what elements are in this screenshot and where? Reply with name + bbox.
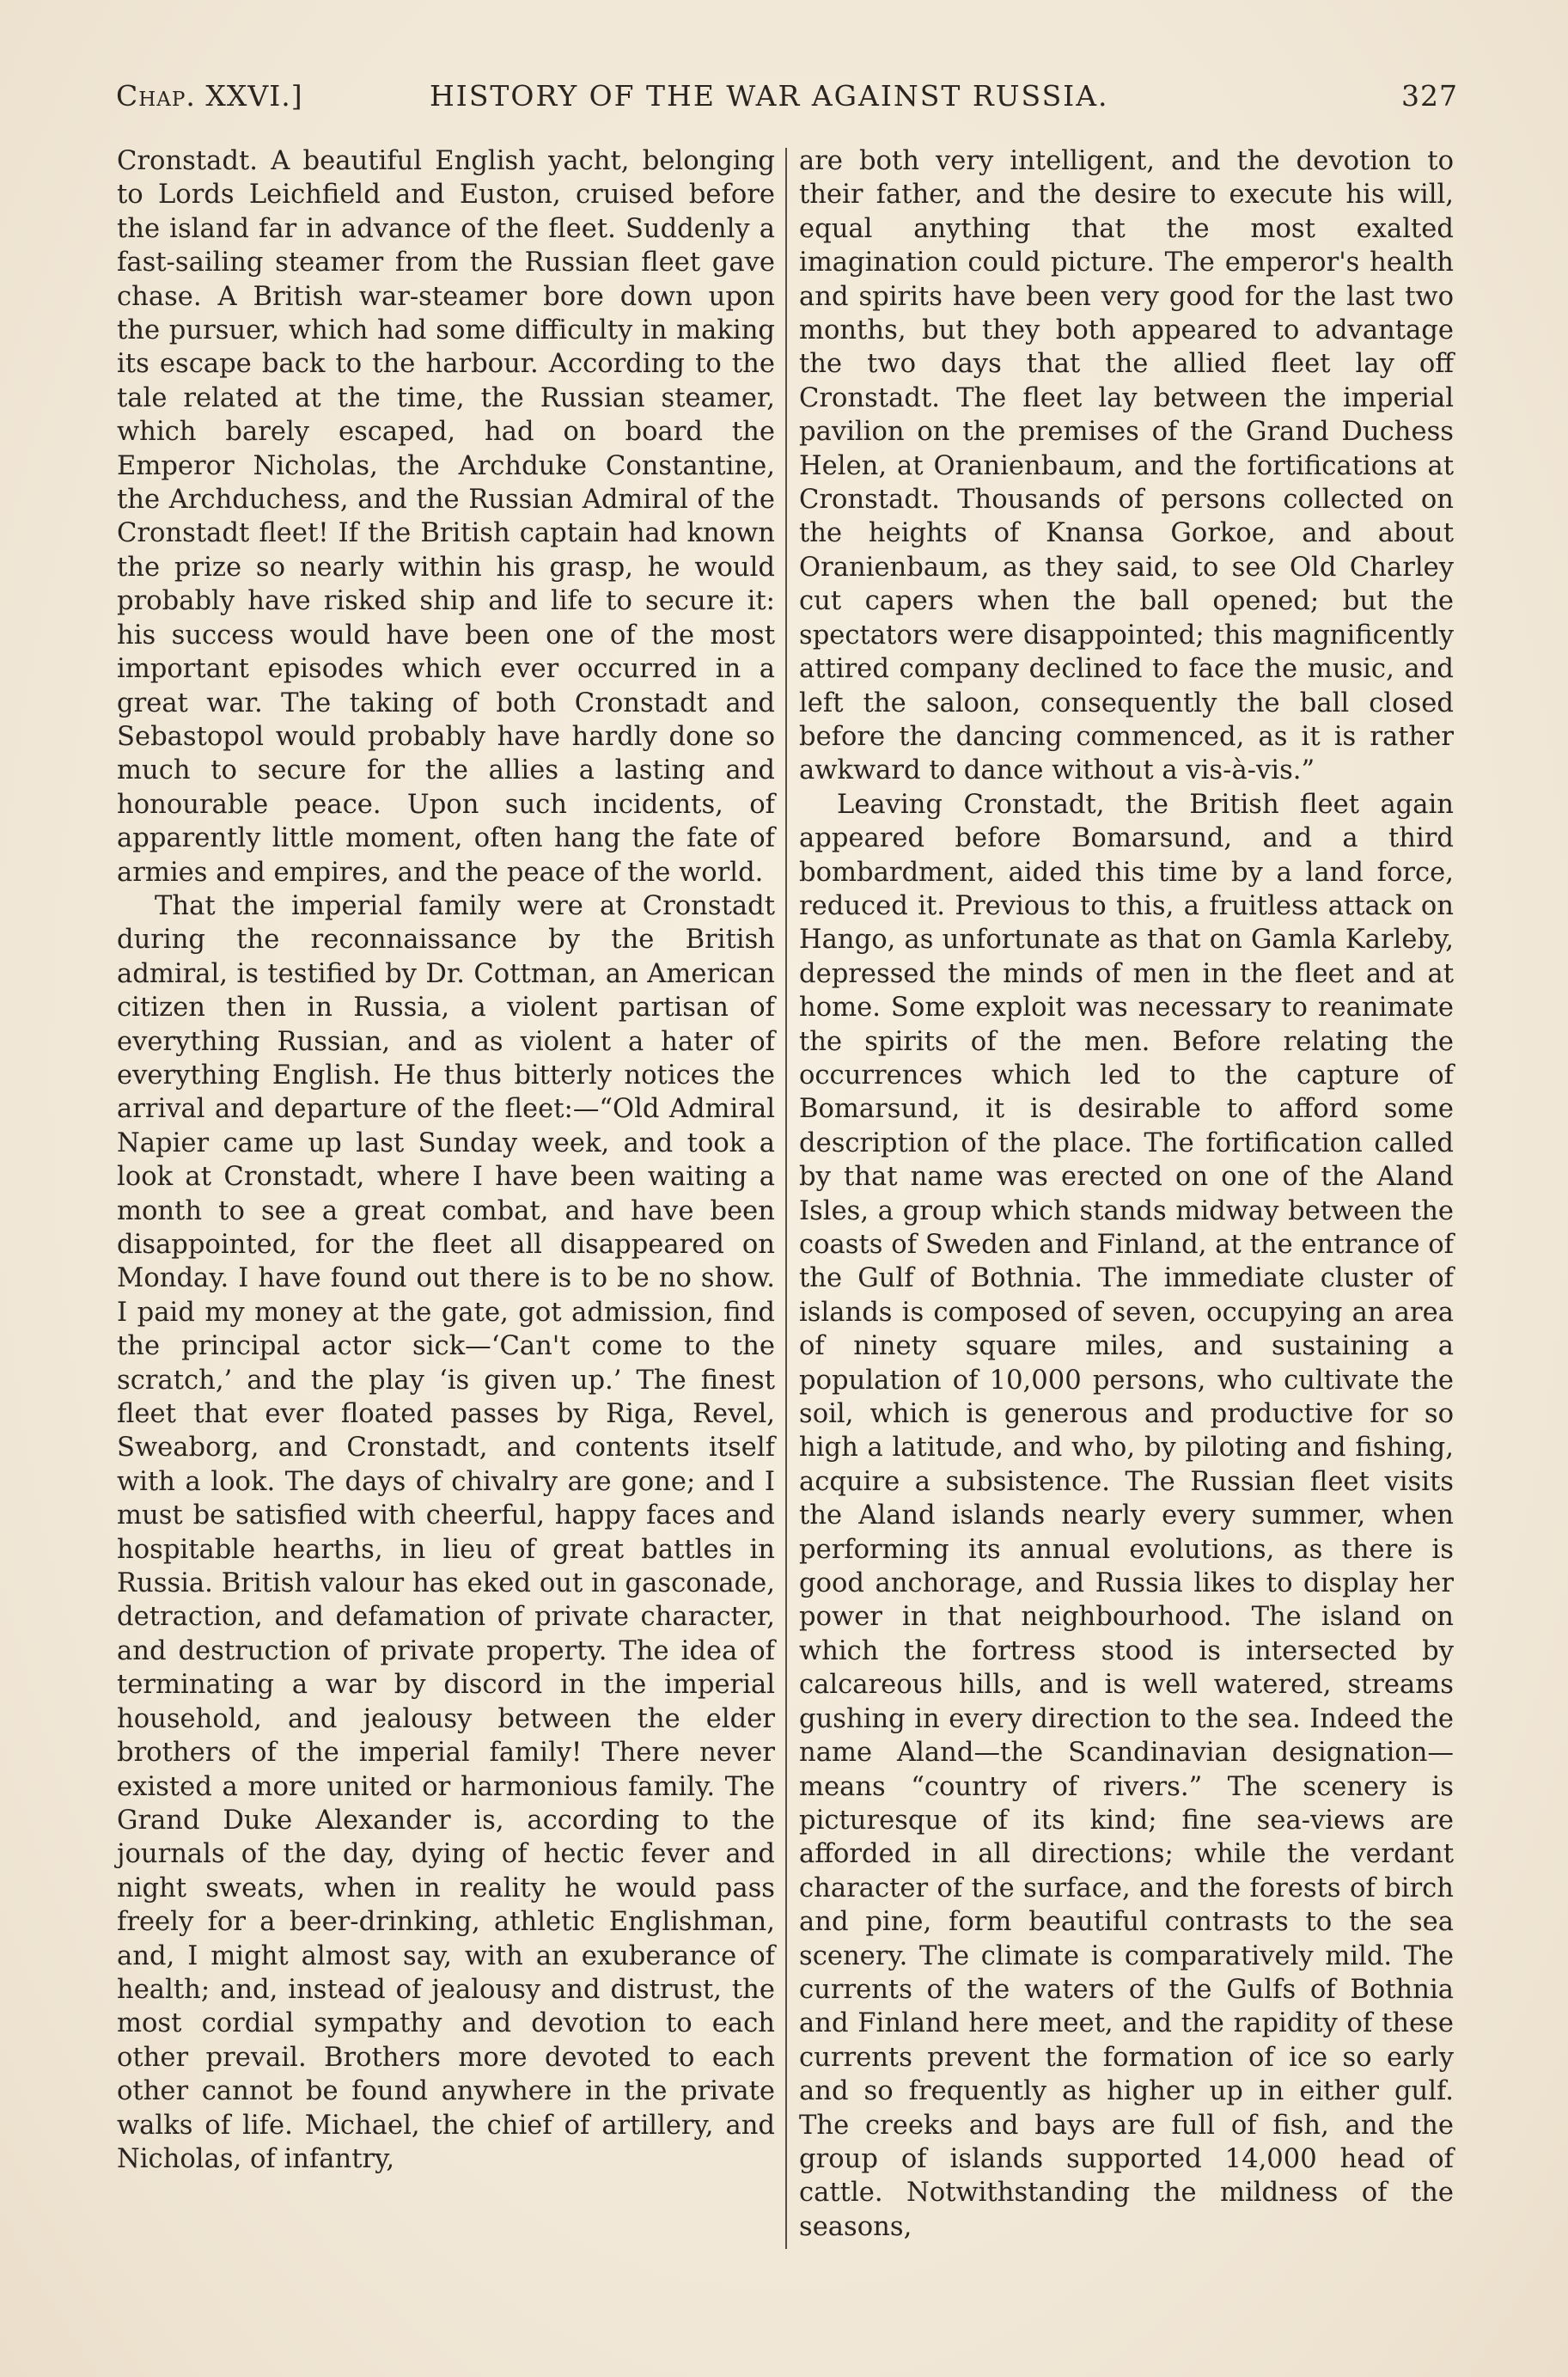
book-title: HISTORY OF THE WAR AGAINST RUSSIA.	[430, 79, 1109, 113]
page-number: 327	[1401, 79, 1458, 113]
right-paragraph-1: are both very intelligent, and the devotion to their father, and the desire to execute his will, equal anything that the most exalted imagination could picture. The emperor's health and spirits have been very good for the last two months, but they both appeared to advantage the two days that the allied fleet lay off Cronstadt. The fleet lay between the imperial pavilion on the premises of the Grand Duchess Helen, at Oranienbaum, and the fortifications at Cronstadt. Thousands of persons collected on the heights of Knansa Gorkoe, and about Oranienbaum, as they said, to see Old Charley cut capers when the ball opened; but the spectators were disappointed; this magnificently attired company declined to face the music, and left the saloon, consequently the ball closed before the dancing commenced, as it is rather awkward to dance without a vis-à-vis.”	[799, 146, 1454, 786]
right-text-column	[799, 144, 1454, 2244]
running-header	[116, 79, 1458, 127]
chapter-label: Chap. XXVI.]	[116, 79, 303, 113]
left-text-column	[117, 144, 775, 2176]
left-paragraph-2: That the imperial family were at Cronstadt during the reconnaissance by the British admiral, is testified by Dr. Cottman, an American citizen then in Russia, a violent partisan of everything Russian, and as violent a hater of everything English. He thus bitterly notices the arrival and departure of the fleet:—“Old Admiral Napier came up last Sunday week, and took a look at Cronstadt, where I have been waiting a month to see a great combat, and have been disappointed, for the fleet all disappeared on Monday. I have found out there is to be no show. I paid my money at the gate, got admission, find the principal actor sick—‘Can't come to the scratch,’ and the play ‘is given up.’ The finest fleet that ever floated passes by Riga, Revel, Sweaborg, and Cronstadt, and contents itself with a look. The days of chivalry are gone; and I must be satisfied with cheerful, happy faces and hospitable hearths, in lieu of great battles in Russia. British valour has eked out in gasconade, detraction, and defamation of private character, and destruction of private property. The idea of terminating a war by discord in the imperial household, and jealousy between the elder brothers of the imperial family! There never existed a more united or harmonious family. The Grand Duke Alexander is, according to the journals of the day, dying of hectic fever and night sweats, when in reality he would pass freely for a beer-drinking, athletic Englishman, and, I might almost say, with an exuberance of health; and, instead of jealousy and distrust, the most cordial sympathy and devotion to each other prevail. Brothers more devoted to each other cannot be found anywhere in the private walks of life. Michael, the chief of artillery, and Nicholas, of infantry,	[117, 890, 775, 2174]
column-divider	[785, 148, 787, 2249]
right-paragraph-2: Leaving Cronstadt, the British fleet again appeared before Bomarsund, and a third bombardment, aided this time by a land force, reduced it. Previous to this, a fruitless attack on Hango, as unfortunate as that on Gamla Karleby, depressed the minds of men in the fleet and at home. Some exploit was necessary to reanimate the spirits of the men. Before relating the occurrences which led to the capture of Bomarsund, it is desirable to afford some description of the place. The fortification called by that name was erected on one of the Aland Isles, a group which stands midway between the coasts of Sweden and Finland, at the entrance of the Gulf of Bothnia. The immediate cluster of islands is composed of seven, occupying an area of ninety square miles, and sustaining a population of 10,000 persons, who cultivate the soil, which is generous and productive for so high a latitude, and who, by piloting and fishing, acquire a subsistence. The Russian fleet visits the Aland islands nearly every summer, when performing its annual evolutions, as there is good anchorage, and Russia likes to display her power in that neighbourhood. The island on which the fortress stood is intersected by calcareous hills, and is well watered, streams gushing in every direction to the sea. Indeed the name Aland—the Scandinavian designation—means “country of rivers.” The scenery is picturesque of its kind; fine sea-views are afforded in all directions; while the verdant character of the surface, and the forests of birch and pine, form beautiful contrasts to the sea scenery. The climate is comparatively mild. The currents of the waters of the Gulfs of Bothnia and Finland here meet, and the rapidity of these currents prevent the formation of ice so early and so frequently as higher up in either gulf. The creeks and bays are full of fish, and the group of islands supported 14,000 head of cattle. Notwithstanding the mildness of the seasons,	[799, 789, 1454, 2242]
left-paragraph-1: Cronstadt. A beautiful English yacht, belonging to Lords Leichfield and Euston, cruised before the island far in advance of the fleet. Suddenly a fast-sailing steamer from the Russian fleet gave chase. A British war-steamer bore down upon the pursuer, which had some difficulty in making its escape back to the harbour. According to the tale related at the time, the Russian steamer, which barely escaped, had on board the Emperor Nicholas, the Archduke Constantine, the Archduchess, and the Russian Admiral of the Cronstadt fleet! If the British captain had known the prize so nearly within his grasp, he would probably have risked ship and life to secure it: his success would have been one of the most important episodes which ever occurred in a great war. The taking of both Cronstadt and Sebastopol would probably have hardly done so much to secure for the allies a lasting and honourable peace. Upon such incidents, of apparently little moment, often hang the fate of armies and empires, and the peace of the world.	[117, 146, 775, 888]
